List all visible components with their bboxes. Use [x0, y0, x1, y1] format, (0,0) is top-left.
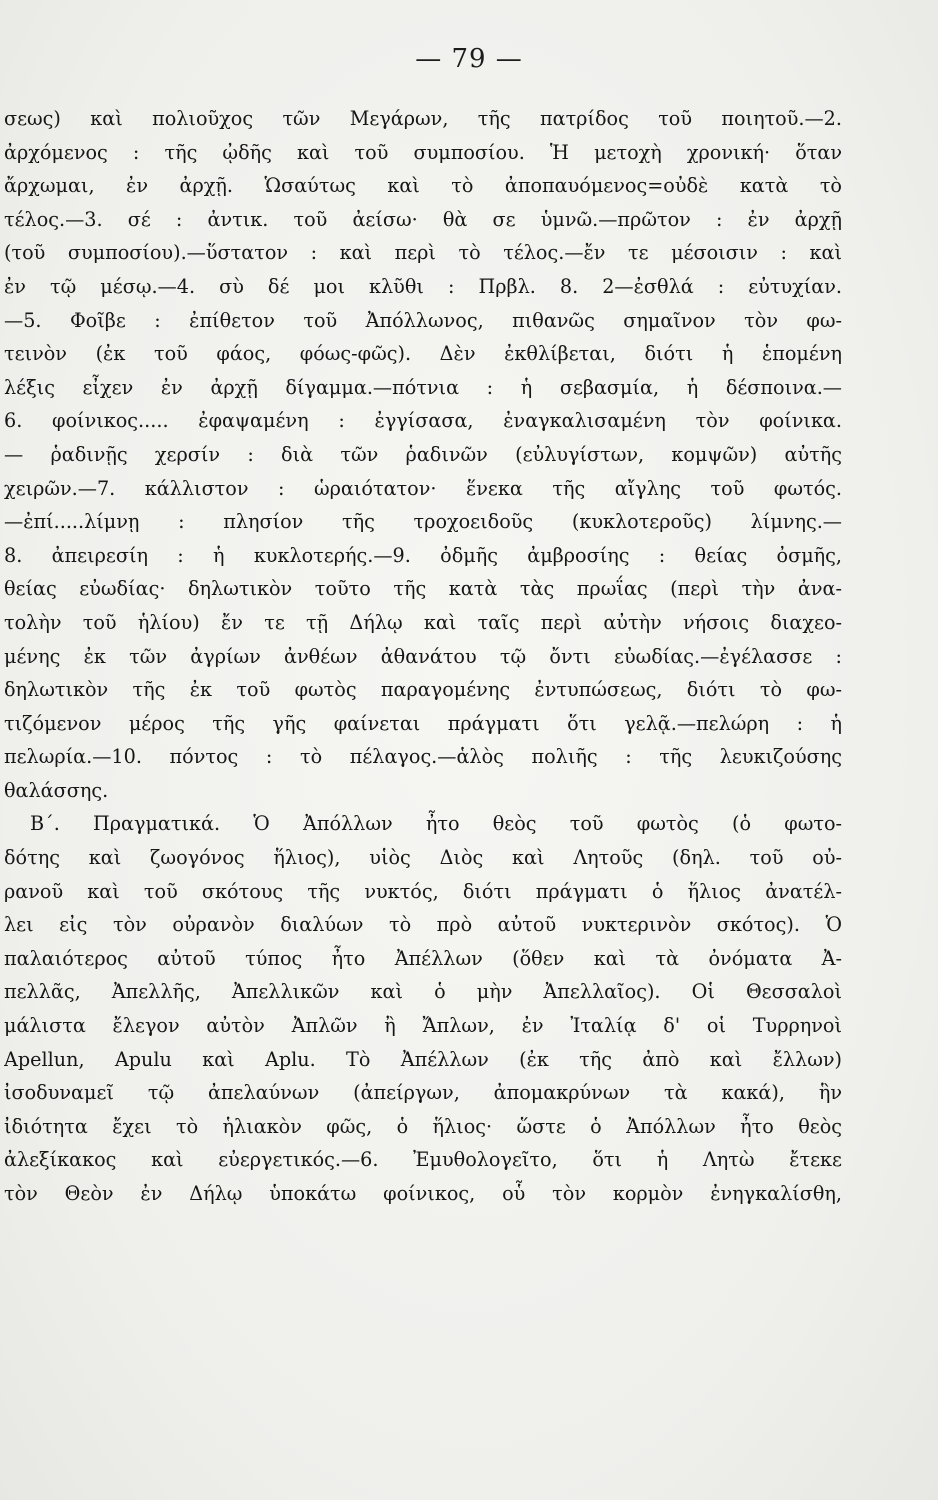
text-line: (τοῦ συμποσίου).—ὕστατον : καὶ περὶ τὸ τέλος.—ἔν τε μέσοισιν : καὶ: [4, 241, 842, 265]
text-line: ἰσοδυναμεῖ τῷ ἀπελαύνων (ἀπείργων, ἀπομακρύνων τὰ κακά), ἣν: [4, 1081, 842, 1105]
text-line: σεως) καὶ πολιοῦχος τῶν Μεγάρων, τῆς πατρίδος τοῦ ποιητοῦ.—2.: [4, 107, 842, 130]
text-line: δηλωτικὸν τῆς ἐκ τοῦ φωτὸς παραγομένης ἐντυπώσεως, διότι τὸ φω-: [4, 678, 842, 702]
text-line: πελλᾶς, Ἀπελλῆς, Ἀπελλικῶν καὶ ὁ μὴν Ἀπελλαῖος). Οἱ Θεσσαλοὶ: [4, 980, 842, 1004]
text-line: ἐν τῷ μέσῳ.—4. σὺ δέ μοι κλῦθι : Πρβλ. 8. 2—ἐσθλά : εὐτυχίαν.: [4, 274, 842, 298]
text-line: 6. φοίνικος..... ἐφαψαμένη : ἐγγίσασα, ἐναγκαλισαμένη τὸν φοίνικα.: [4, 409, 842, 433]
text-line: μένης ἐκ τῶν ἀγρίων ἀνθέων ἀθανάτου τῷ ὄντι εὐωδίας.—ἐγέλασσε :: [4, 644, 842, 668]
text-line: πελωρία.—10. πόντος : τὸ πέλαγος.—ἁλὸς πολιῆς : τῆς λευκιζούσης: [4, 745, 842, 769]
text-line: ρανοῦ καὶ τοῦ σκότους τῆς νυκτός, διότι πράγματι ὁ ἥλιος ἀνατέλ-: [4, 879, 842, 903]
text-line: τολὴν τοῦ ἡλίου) ἔν τε τῇ Δήλῳ καὶ ταῖς περὶ αὐτὴν νήσοις διαχεο-: [4, 610, 842, 634]
text-line: λει εἰς τὸν οὐρανὸν διαλύων τὸ πρὸ αὐτοῦ νυκτερινὸν σκότος). Ὁ: [4, 913, 842, 937]
text-line: θείας εὐωδίας· δηλωτικὸν τοῦτο τῆς κατὰ τὰς πρωΐας (περὶ τὴν ἀνα-: [4, 577, 842, 601]
text-line: Apellun, Apulu καὶ Aplu. Τὸ Ἀπέλλων (ἐκ τῆς ἀπὸ καὶ ἔλλων): [4, 1047, 842, 1071]
text-line: μάλιστα ἔλεγον αὐτὸν Ἀπλῶν ἢ Ἄπλων, ἐν Ἰταλίᾳ δ' οἱ Τυρρηνοὶ: [4, 1014, 842, 1038]
page-number: — 79 —: [415, 44, 523, 74]
commentary-text: [4, 102, 842, 1211]
text-line: χειρῶν.—7. κάλλιστον : ὡραιότατον· ἕνεκα τῆς αἴγλης τοῦ φωτός.: [4, 476, 842, 500]
text-line: τέλος.—3. σέ : ἀντικ. τοῦ ἀείσω· θὰ σε ὑμνῶ.—πρῶτον : ἐν ἀρχῇ: [4, 207, 842, 231]
text-line: —ἐπί.....λίμνῃ : πλησίον τῆς τροχοειδοῦς (κυκλοτεροῦς) λίμνης.—: [4, 510, 842, 534]
text-line: —5. Φοῖβε : ἐπίθετον τοῦ Ἀπόλλωνος, πιθανῶς σημαῖνον τὸν φω-: [4, 308, 842, 332]
text-line: ἄρχωμαι, ἐν ἀρχῇ. Ὡσαύτως καὶ τὸ ἀποπαυόμενος=οὐδὲ κατὰ τὸ: [4, 174, 842, 198]
text-line: 8. ἀπειρεσίη : ἡ κυκλοτερής.—9. ὀδμῆς ἀμβροσίης : θείας ὀσμῆς,: [4, 543, 842, 567]
text-line: ἀρχόμενος : τῆς ᾠδῆς καὶ τοῦ συμποσίου. Ἡ μετοχὴ χρονική· ὅταν: [4, 140, 842, 164]
text-line: — ῥαδινῇς χερσίν : διὰ τῶν ῥαδινῶν (εὐλυγίστων, κομψῶν) αὐτῆς: [4, 442, 842, 466]
text-line: ἰδιότητα ἔχει τὸ ἡλιακὸν φῶς, ὁ ἥλιος· ὥστε ὁ Ἀπόλλων ἦτο θεὸς: [4, 1114, 842, 1138]
text-line: δότης καὶ ζωογόνος ἥλιος), υἱὸς Διὸς καὶ Λητοῦς (δηλ. τοῦ οὐ-: [4, 846, 842, 870]
text-line: τιζόμενον μέρος τῆς γῆς φαίνεται πράγματι ὅτι γελᾷ.—πελώρη : ἡ: [4, 711, 842, 735]
text-line: παλαιότερος αὐτοῦ τύπος ἦτο Ἀπέλλων (ὅθεν καὶ τὰ ὀνόματα Ἀ-: [4, 946, 842, 970]
text-line: θαλάσσης.: [4, 778, 109, 802]
text-line: τὸν Θεὸν ἐν Δήλῳ ὑποκάτω φοίνικος, οὗ τὸν κορμὸν ἐνηγκαλίσθη,: [4, 1182, 842, 1205]
section-heading-line: Β΄. Πραγματικά. Ὁ Ἀπόλλων ἦτο θεὸς τοῦ φωτὸς (ὁ φωτο-: [30, 812, 842, 836]
text-line: λέξις εἶχεν ἐν ἀρχῇ δίγαμμα.—πότνια : ἡ σεβασμία, ἡ δέσποινα.—: [4, 375, 842, 399]
text-line: τεινὸν (ἐκ τοῦ φάος, φόως-φῶς). Δὲν ἐκθλίβεται, διότι ἡ ἑπομένη: [4, 342, 842, 366]
text-line: ἀλεξίκακος καὶ εὐεργετικός.—6. Ἐμυθολογεῖτο, ὅτι ἡ Λητὼ ἔτεκε: [4, 1148, 842, 1172]
